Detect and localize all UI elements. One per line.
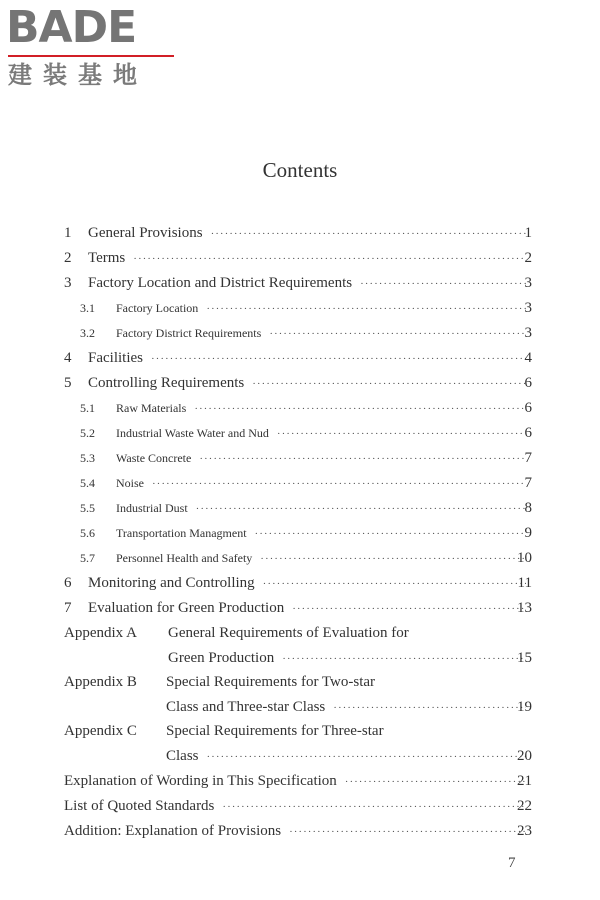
toc-entry-page: 15 bbox=[517, 650, 532, 666]
toc-entry-label: Special Requirements for Two-star bbox=[166, 674, 376, 690]
toc-entry-label: List of Quoted Standards bbox=[64, 798, 215, 814]
toc-entry-page: 1 bbox=[524, 225, 532, 241]
toc-leader-dots bbox=[255, 522, 526, 546]
toc-entry[interactable] bbox=[0, 819, 600, 843]
toc-entry-number: 3.1 bbox=[80, 301, 95, 315]
toc-subentry[interactable] bbox=[0, 321, 600, 345]
toc-entry-number: 5.1 bbox=[80, 401, 95, 415]
toc-leader-dots bbox=[277, 422, 526, 446]
toc-entry[interactable] bbox=[0, 371, 600, 395]
toc-leader-dots bbox=[282, 647, 526, 671]
toc-entry-label: Personnel Health and Safety bbox=[116, 551, 253, 565]
toc-subentry[interactable] bbox=[0, 421, 600, 445]
toc-leader-dots bbox=[260, 547, 526, 571]
toc-entry-page: 7 bbox=[524, 450, 532, 466]
toc-entry-label: Terms bbox=[88, 250, 126, 266]
toc-leader-dots bbox=[206, 297, 526, 321]
toc-entry-number: 5.4 bbox=[80, 476, 95, 490]
toc-entry[interactable] bbox=[0, 596, 600, 620]
toc-leader-dots bbox=[292, 597, 526, 621]
toc-leader-dots bbox=[199, 447, 526, 471]
toc-entry-number: 3.2 bbox=[80, 326, 95, 340]
toc-leader-dots bbox=[211, 222, 526, 246]
toc-leader-dots bbox=[207, 745, 526, 769]
toc-entry-label: Factory District Requirements bbox=[116, 326, 262, 340]
toc-entry-page: 6 bbox=[524, 425, 532, 441]
toc-entry[interactable] bbox=[0, 271, 600, 295]
toc-entry-number: 4 bbox=[64, 350, 72, 366]
toc-entry-page: 3 bbox=[524, 325, 532, 341]
toc-entry-page: 3 bbox=[524, 275, 532, 291]
toc-leader-dots bbox=[360, 272, 526, 296]
toc-appendix-entry-continued[interactable] bbox=[0, 646, 600, 670]
toc-leader-dots bbox=[289, 820, 526, 844]
toc-entry-label: Class and Three-star Class bbox=[166, 699, 326, 715]
toc-subentry[interactable] bbox=[0, 471, 600, 495]
toc-entry-label: Raw Materials bbox=[116, 401, 187, 415]
toc-entry-number: Appendix A bbox=[64, 625, 137, 641]
toc-entry-label: Evaluation for Green Production bbox=[88, 600, 285, 616]
toc-entry-page: 4 bbox=[524, 350, 532, 366]
toc-entry-label: Explanation of Wording in This Specification bbox=[64, 773, 337, 789]
toc-entry-label: Green Production bbox=[168, 650, 275, 666]
toc-entry-label: General Requirements of Evaluation for bbox=[168, 625, 409, 641]
toc-entry-number: 5.7 bbox=[80, 551, 95, 565]
toc-entry[interactable] bbox=[0, 794, 600, 818]
toc-entry-label: Factory Location and District Requirements bbox=[88, 275, 353, 291]
toc-leader-dots bbox=[269, 322, 526, 346]
toc-subentry[interactable] bbox=[0, 396, 600, 420]
toc-entry-page: 10 bbox=[517, 550, 532, 566]
toc-entry-page: 13 bbox=[517, 600, 532, 616]
toc-entry-label: Industrial Waste Water and Nud bbox=[116, 426, 269, 440]
toc-entry-page: 6 bbox=[524, 400, 532, 416]
toc-entry-label: Transportation Managment bbox=[116, 526, 247, 540]
toc-entry-page: 2 bbox=[524, 250, 532, 266]
toc-entry-page: 19 bbox=[517, 699, 532, 715]
toc-subentry[interactable] bbox=[0, 296, 600, 320]
page-number: 7 bbox=[508, 855, 516, 871]
toc-leader-dots bbox=[222, 795, 526, 819]
toc-entry-number: 3 bbox=[64, 275, 72, 291]
toc-entry-label: Monitoring and Controlling bbox=[88, 575, 255, 591]
toc-subentry[interactable] bbox=[0, 521, 600, 545]
toc-leader-dots bbox=[333, 696, 526, 720]
toc-entry-label: Facilities bbox=[88, 350, 143, 366]
toc-entry-label: Waste Concrete bbox=[116, 451, 192, 465]
toc-entry-label: General Provisions bbox=[88, 225, 203, 241]
toc-entry-page: 3 bbox=[524, 300, 532, 316]
toc-entry-number: 5.3 bbox=[80, 451, 95, 465]
toc-entry-page: 20 bbox=[517, 748, 532, 764]
toc-entry-label: Addition: Explanation of Provisions bbox=[64, 823, 282, 839]
toc-entry[interactable] bbox=[0, 346, 600, 370]
logo-wordmark: BADE bbox=[6, 2, 137, 53]
toc-entry-page: 8 bbox=[524, 500, 532, 516]
toc-subentry[interactable] bbox=[0, 546, 600, 570]
toc-entry-number: 6 bbox=[64, 575, 72, 591]
toc-appendix-entry[interactable] bbox=[0, 621, 600, 645]
toc-leader-dots bbox=[152, 472, 526, 496]
toc-leader-dots bbox=[194, 397, 526, 421]
toc-entry[interactable] bbox=[0, 769, 600, 793]
toc-entry-page: 7 bbox=[524, 475, 532, 491]
toc-entry-number: 5.2 bbox=[80, 426, 95, 440]
toc-entry-label: Noise bbox=[116, 476, 144, 490]
toc-subentry[interactable] bbox=[0, 446, 600, 470]
toc-appendix-entry[interactable] bbox=[0, 719, 600, 743]
toc-entry-label: Controlling Requirements bbox=[88, 375, 245, 391]
toc-entry-number: Appendix C bbox=[64, 723, 137, 739]
logo-chinese-text: 建装基地 bbox=[8, 61, 148, 89]
toc-entry[interactable] bbox=[0, 246, 600, 270]
toc-entry-page: 21 bbox=[517, 773, 532, 789]
toc-entry-number: 5.6 bbox=[80, 526, 95, 540]
toc-leader-dots bbox=[151, 347, 526, 371]
toc-entry-page: 6 bbox=[524, 375, 532, 391]
toc-leader-dots bbox=[345, 770, 526, 794]
page-title: Contents bbox=[262, 158, 338, 182]
toc-entry-number: 2 bbox=[64, 250, 72, 266]
toc-entry-label: Factory Location bbox=[116, 301, 199, 315]
toc-appendix-entry-continued[interactable] bbox=[0, 744, 600, 768]
toc-leader-dots bbox=[252, 372, 526, 396]
toc-entry-number: 5 bbox=[64, 375, 72, 391]
toc-entry-page: 23 bbox=[517, 823, 532, 839]
toc-entry-number: 7 bbox=[64, 600, 72, 616]
toc-entry-page: 11 bbox=[517, 575, 532, 591]
toc-entry-label: Special Requirements for Three-star bbox=[166, 723, 384, 739]
toc-subentry[interactable] bbox=[0, 496, 600, 520]
toc-entry-page: 22 bbox=[517, 798, 532, 814]
toc-entry[interactable] bbox=[0, 221, 600, 245]
toc-appendix-entry-continued[interactable] bbox=[0, 695, 600, 719]
toc-leader-dots bbox=[263, 572, 526, 596]
toc-entry-number: Appendix B bbox=[64, 674, 137, 690]
toc-entry-number: 1 bbox=[64, 225, 72, 241]
toc-entry-label: Class bbox=[166, 748, 199, 764]
toc-leader-dots bbox=[133, 247, 526, 271]
toc-entry-page: 9 bbox=[524, 525, 532, 541]
toc-entry-label: Industrial Dust bbox=[116, 501, 188, 515]
toc-leader-dots bbox=[196, 497, 526, 521]
toc-appendix-entry[interactable] bbox=[0, 670, 600, 694]
toc-entry-number: 5.5 bbox=[80, 501, 95, 515]
toc-entry[interactable] bbox=[0, 571, 600, 595]
